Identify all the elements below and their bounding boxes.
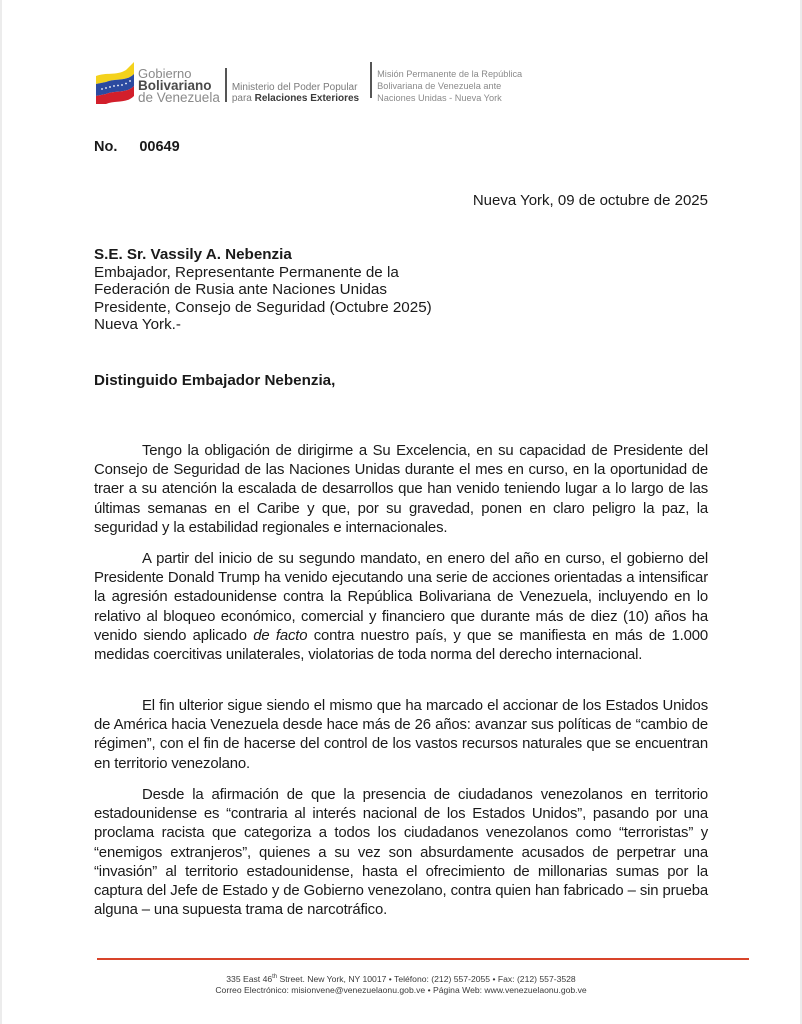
ministry-name — [232, 82, 359, 104]
government-line-2: Bolivariano — [138, 78, 212, 93]
footer-rule — [97, 958, 749, 960]
letterhead-divider — [225, 68, 227, 102]
paragraph-2-text-end: contra nuestro país, y que se manifiesta en más de 1.000 medidas coercitivas unilaterales, violatorias de toda norma del derecho internacional. — [94, 627, 708, 663]
paragraph-3: El fin ulterior sigue siendo el mismo que ha marcado el accionar de los Estados Unidos de América hacia Venezuela desde hace más de 26 años: avanzar sus políticas de “cambio de régimen”, con el fin de hacerse del control de los vastos recursos naturales que se encuentran en territorio venezolano. — [94, 697, 708, 772]
addressee-line: Federación de Rusia ante Naciones Unidas — [94, 281, 387, 299]
document-number-label: No. — [94, 139, 118, 155]
paragraph-2 — [94, 550, 708, 665]
paragraph-4: Desde la afirmación de que la presencia de ciudadanos venezolanos en territorio estadounidense es “contraria al interés nacional de los Estados Unidos”, pasando por una proclama racista que categoriza a todos los ciudadanos venezolanos como “terroristas” y “enemigos extranjeros”, quienes a su vez son absurdamente acusados de perpetrar una “invasión” al territorio estadounidense, hasta el ofrecimiento de millonarias sumas por la captura del Jefe de Estado y de Gobierno venezolano, contra quien han fabricado – sin prueba alguna – una supuesta trama de narcotráfico. — [94, 786, 708, 919]
venezuela-flag-icon — [94, 60, 136, 104]
addressee-line: Presidente, Consejo de Seguridad (Octubre 2025) — [94, 298, 432, 316]
footer-address-start: 335 East 46 — [226, 973, 273, 984]
document-number-value: 00649 — [139, 139, 180, 155]
footer-address-sup: th — [272, 974, 278, 980]
letterhead-divider — [370, 62, 372, 98]
paragraph-2-text: A partir del inicio de su segundo mandato, en enero del año en curso, el gobierno del Presidente Donald Trump ha venido ejecutando una serie de acciones orientadas a intensificar la agresión estadounidense contra la República Bolivariana de Venezuela, incluyendo en lo relativo al bloqueo económico, comercial y financiero que durante más de diez (10) años ha venido siendo aplicado — [94, 550, 708, 644]
footer — [0, 972, 802, 997]
mission-line-3: Naciones Unidas - Nueva York — [377, 93, 502, 103]
addressee-line: Nueva York.- — [94, 316, 181, 334]
ministry-line-1: Ministerio del Poder Popular — [231, 82, 358, 93]
government-line-1: Gobierno — [138, 66, 192, 81]
footer-address — [0, 972, 802, 985]
footer-contact: Correo Electrónico: misionvene@venezuelaonu.gob.ve • Página Web: www.venezuelaonu.gob.ve — [215, 985, 587, 996]
ministry-line-2 — [232, 93, 359, 104]
mission-name — [377, 68, 522, 104]
document-number — [94, 139, 180, 155]
paragraph-1: Tengo la obligación de dirigirme a Su Excelencia, en su capacidad de Presidente del Consejo de Seguridad de las Naciones Unidas durante el mes en curso, en la oportunidad de traer a su atención la escalada de desarrollos que han venido teniendo lugar a lo largo de las últimas semanas en el Caribe y que, por su gravedad, ponen en claro peligro la paz, la seguridad y la estabilidad regionales e internacionales. — [94, 442, 708, 536]
footer-address-end: Street. New York, NY 10017 • Teléfono: (212) 557-2055 • Fax: (212) 557-3528 — [277, 973, 576, 984]
page-edge-left — [0, 0, 2, 1024]
mission-line-2: Bolivariana de Venezuela ante — [377, 81, 502, 91]
ministry-bold: Relaciones Exteriores — [254, 93, 360, 104]
addressee-block — [94, 246, 432, 334]
place-date: Nueva York, 09 de octubre de 2025 — [472, 192, 708, 209]
government-logo-text — [138, 68, 220, 104]
paragraph-2-italic: de facto — [253, 627, 308, 644]
letterhead — [94, 58, 522, 108]
addressee-line: Embajador, Representante Permanente de la — [94, 263, 399, 281]
ministry-prefix: para — [231, 93, 255, 104]
addressee-name: S.E. Sr. Vassily A. Nebenzia — [94, 246, 292, 263]
mission-line-1: Misión Permanente de la República — [377, 69, 523, 79]
salutation: Distinguido Embajador Nebenzia, — [94, 372, 336, 389]
government-line-3: de Venezuela — [138, 90, 220, 105]
